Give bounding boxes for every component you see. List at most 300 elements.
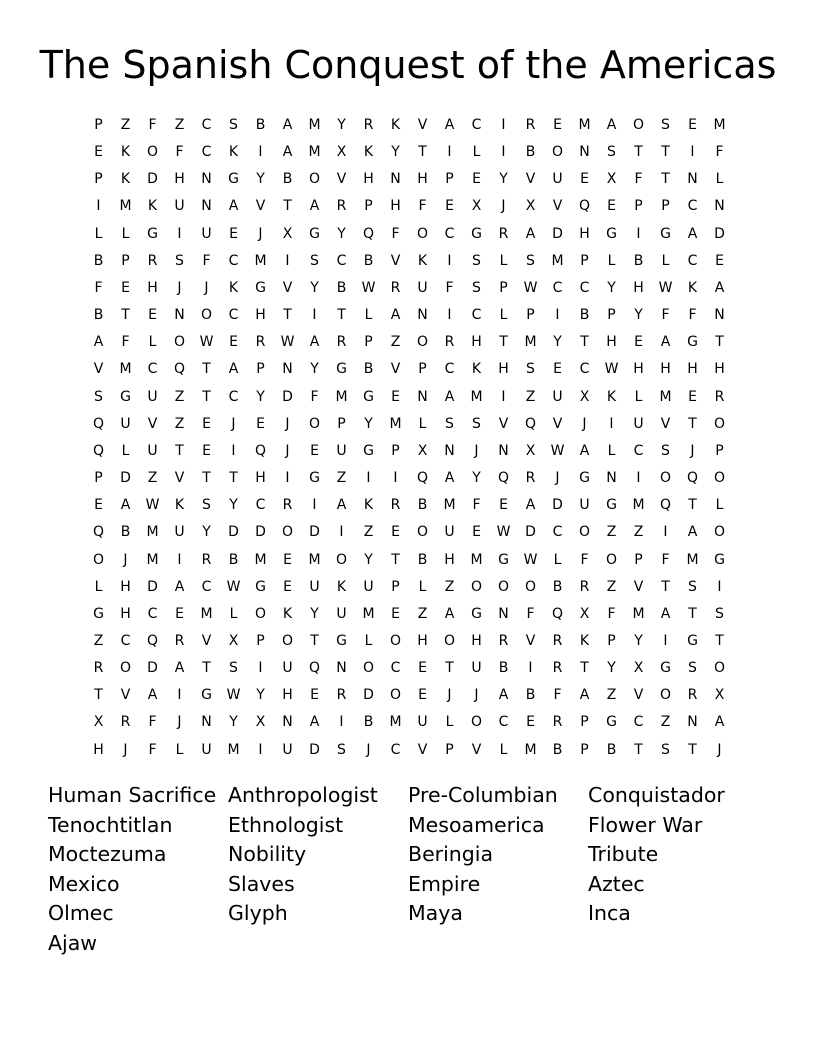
grid-letter: H (471, 632, 482, 649)
grid-letter: F (580, 551, 589, 568)
grid-row (85, 302, 733, 329)
grid-letter: R (498, 632, 509, 649)
grid-letter: T (337, 307, 346, 324)
grid-letter: R (687, 687, 698, 704)
grid-letter: B (363, 361, 374, 378)
grid-letter: I (177, 225, 182, 242)
grid-letter: M (389, 714, 402, 731)
grid-letter: H (417, 171, 428, 188)
grid-letter: T (445, 660, 454, 677)
grid-letter: H (93, 741, 104, 758)
grid-letter: W (550, 442, 565, 459)
grid-letter: L (607, 252, 616, 269)
grid-letter: K (120, 144, 131, 161)
grid-letter: B (633, 252, 644, 269)
grid-letter: Z (93, 632, 104, 649)
grid-letter: O (416, 334, 429, 351)
grid-letter: I (447, 307, 452, 324)
grid-letter: O (443, 632, 456, 649)
grid-letter: S (202, 497, 211, 514)
grid-letter: I (663, 524, 668, 541)
grid-letter: B (525, 144, 536, 161)
grid-letter: E (391, 524, 400, 541)
grid-letter: K (579, 632, 590, 649)
grid-letter: P (580, 741, 589, 758)
grid-letter: O (173, 334, 186, 351)
grid-letter: X (714, 687, 725, 704)
grid-letter: V (174, 470, 185, 487)
grid-letter: A (93, 334, 104, 351)
grid-letter: J (285, 415, 290, 432)
grid-letter: R (552, 632, 563, 649)
grid-letter: T (202, 388, 211, 405)
grid-letter: P (499, 279, 508, 296)
grid-letter: B (606, 741, 617, 758)
grid-letter: E (553, 361, 562, 378)
grid-letter: O (551, 144, 564, 161)
grid-letter: P (391, 442, 400, 459)
grid-letter: R (93, 660, 104, 677)
grid-letter: O (416, 225, 429, 242)
grid-letter: Y (229, 714, 238, 731)
grid-letter: C (228, 252, 239, 269)
grid-letter: B (120, 524, 131, 541)
grid-letter: P (256, 632, 265, 649)
grid-letter: E (310, 687, 319, 704)
grid-letter: P (661, 198, 670, 215)
grid-letter: F (148, 714, 157, 731)
grid-letter: F (175, 144, 184, 161)
grid-letter: C (471, 307, 482, 324)
grid-letter: J (582, 415, 587, 432)
grid-letter: P (607, 632, 616, 649)
grid-letter: X (93, 714, 104, 731)
grid-letter: L (121, 442, 130, 459)
word-list-item: Olmec (48, 901, 114, 926)
grid-letter: L (364, 307, 373, 324)
grid-letter: H (660, 361, 671, 378)
grid-letter: J (123, 741, 128, 758)
grid-letter: R (525, 470, 536, 487)
word-list-item: Moctezuma (48, 842, 167, 867)
grid-row (85, 166, 733, 193)
grid-letter: N (417, 307, 428, 324)
grid-letter: X (282, 225, 293, 242)
grid-letter: U (552, 388, 563, 405)
grid-letter: D (147, 171, 158, 188)
grid-letter: N (498, 605, 509, 622)
grid-row (85, 193, 733, 220)
grid-letter: C (147, 605, 158, 622)
grid-letter: U (282, 660, 293, 677)
grid-letter: S (526, 361, 535, 378)
word-list-item: Nobility (228, 842, 307, 867)
grid-letter: M (470, 551, 483, 568)
grid-letter: Z (633, 524, 644, 541)
grid-letter: O (281, 524, 294, 541)
grid-letter: O (713, 660, 726, 677)
grid-letter: P (445, 741, 454, 758)
grid-letter: L (661, 252, 670, 269)
grid-letter: A (444, 388, 455, 405)
grid-letter: M (659, 388, 672, 405)
grid-letter: W (145, 497, 160, 514)
grid-letter: D (282, 388, 293, 405)
grid-letter: Q (146, 632, 159, 649)
grid-letter: M (362, 605, 375, 622)
grid-letter: Q (659, 497, 672, 514)
grid-letter: J (177, 714, 182, 731)
grid-letter: T (283, 307, 292, 324)
grid-letter: B (552, 578, 563, 595)
grid-letter: Y (310, 279, 319, 296)
grid-letter: C (444, 361, 455, 378)
grid-letter: F (526, 605, 535, 622)
grid-row (85, 547, 733, 574)
grid-letter: X (579, 605, 590, 622)
grid-letter: K (282, 605, 293, 622)
grid-letter: G (255, 578, 266, 595)
grid-letter: Q (308, 660, 321, 677)
grid-letter: R (147, 252, 158, 269)
grid-letter: L (499, 252, 508, 269)
grid-letter: N (498, 442, 509, 459)
grid-letter: I (447, 252, 452, 269)
grid-letter: Y (337, 117, 346, 133)
grid-letter: M (119, 361, 132, 378)
grid-letter: B (417, 497, 428, 514)
grid-letter: S (661, 442, 670, 459)
grid-letter: M (335, 388, 348, 405)
grid-letter: A (120, 497, 131, 514)
grid-letter: W (496, 524, 511, 541)
grid-letter: C (201, 117, 212, 133)
grid-letter: B (93, 307, 104, 324)
grid-letter: L (121, 225, 130, 242)
grid-letter: R (579, 578, 590, 595)
grid-letter: M (389, 415, 402, 432)
grid-letter: Q (686, 470, 699, 487)
grid-letter: Q (578, 198, 591, 215)
grid-letter: R (363, 117, 374, 133)
grid-letter: W (604, 361, 619, 378)
grid-letter: M (308, 551, 321, 568)
grid-letter: K (147, 198, 158, 215)
grid-letter: A (714, 714, 725, 731)
grid-letter: U (174, 524, 185, 541)
grid-letter: F (148, 117, 157, 133)
grid-letter: M (146, 524, 159, 541)
grid-letter: M (632, 497, 645, 514)
grid-letter: W (226, 687, 241, 704)
grid-letter: E (256, 415, 265, 432)
grid-letter: N (417, 388, 428, 405)
grid-letter: Y (364, 415, 373, 432)
grid-letter: C (201, 144, 212, 161)
grid-letter: G (687, 632, 698, 649)
grid-letter: D (552, 497, 563, 514)
grid-letter: N (201, 198, 212, 215)
grid-letter: B (363, 714, 374, 731)
grid-row (85, 275, 733, 302)
grid-letter: A (525, 225, 536, 242)
grid-row (85, 329, 733, 356)
grid-letter: Q (92, 442, 105, 459)
grid-letter: E (202, 442, 211, 459)
grid-letter: C (120, 632, 131, 649)
grid-letter: R (525, 117, 536, 133)
grid-letter: C (579, 361, 590, 378)
grid-letter: J (501, 198, 506, 215)
grid-letter: H (687, 361, 698, 378)
grid-letter: U (579, 497, 590, 514)
grid-letter: T (634, 741, 643, 758)
grid-row (85, 492, 733, 519)
grid-letter: P (364, 198, 373, 215)
grid-letter: O (659, 687, 672, 704)
word-list-item: Maya (408, 901, 463, 926)
grid-letter: Y (256, 687, 265, 704)
grid-letter: O (389, 632, 402, 649)
grid-letter: T (580, 334, 589, 351)
grid-letter: J (258, 225, 263, 242)
grid-letter: J (285, 442, 290, 459)
grid-letter: I (528, 660, 533, 677)
grid-letter: L (418, 415, 427, 432)
grid-letter: C (255, 497, 266, 514)
grid-letter: O (659, 470, 672, 487)
grid-letter: I (501, 388, 506, 405)
grid-letter: L (175, 741, 184, 758)
grid-letter: U (417, 279, 428, 296)
grid-letter: A (282, 117, 293, 133)
grid-letter: E (526, 714, 535, 731)
grid-letter: S (688, 578, 697, 595)
grid-letter: M (200, 605, 213, 622)
grid-letter: I (636, 470, 641, 487)
grid-letter: J (717, 741, 722, 758)
grid-letter: M (227, 741, 240, 758)
word-list-item: Aztec (588, 871, 645, 896)
grid-letter: C (336, 252, 347, 269)
grid-row (85, 682, 733, 709)
grid-letter: G (471, 605, 482, 622)
grid-letter: I (258, 144, 263, 161)
grid-letter: F (310, 388, 319, 405)
grid-letter: G (660, 225, 671, 242)
grid-letter: G (201, 687, 212, 704)
grid-letter: P (445, 171, 454, 188)
grid-letter: X (417, 442, 428, 459)
grid-letter: R (201, 551, 212, 568)
grid-letter: G (498, 551, 509, 568)
grid-letter: N (282, 361, 293, 378)
grid-letter: R (120, 714, 131, 731)
grid-letter: B (228, 551, 239, 568)
grid-letter: T (661, 578, 670, 595)
grid-letter: P (94, 117, 103, 133)
grid-letter: O (632, 117, 645, 133)
grid-letter: H (147, 279, 158, 296)
grid-letter: Y (310, 605, 319, 622)
letter-grid (85, 112, 733, 764)
grid-letter: Y (364, 551, 373, 568)
word-list-item: Mexico (48, 871, 120, 896)
grid-letter: S (175, 252, 184, 269)
grid-letter: V (417, 741, 428, 758)
grid-letter: O (416, 524, 429, 541)
word-list-item: Empire (408, 871, 481, 896)
grid-letter: U (417, 714, 428, 731)
grid-letter: T (580, 660, 589, 677)
grid-letter: O (119, 660, 132, 677)
grid-letter: E (580, 171, 589, 188)
grid-letter: L (364, 632, 373, 649)
grid-letter: F (661, 307, 670, 324)
grid-letter: N (606, 470, 617, 487)
grid-letter: K (336, 578, 347, 595)
grid-letter: Z (174, 415, 185, 432)
grid-letter: T (202, 470, 211, 487)
grid-letter: G (336, 632, 347, 649)
grid-letter: S (715, 605, 724, 622)
grid-row (85, 438, 733, 465)
word-list-item: Beringia (408, 842, 494, 867)
grid-letter: E (283, 578, 292, 595)
grid-letter: C (228, 307, 239, 324)
word-list-item: Tenochtitlan (48, 812, 173, 837)
grid-row (85, 221, 733, 248)
grid-letter: P (337, 415, 346, 432)
grid-letter: Q (173, 361, 186, 378)
grid-letter: O (578, 524, 591, 541)
grid-letter: Z (660, 714, 671, 731)
grid-letter: L (715, 171, 724, 188)
grid-letter: R (336, 334, 347, 351)
grid-letter: A (444, 470, 455, 487)
grid-letter: L (418, 578, 427, 595)
grid-letter: U (444, 524, 455, 541)
grid-letter: A (606, 117, 617, 133)
grid-letter: E (445, 198, 454, 215)
grid-letter: J (177, 279, 182, 296)
grid-letter: G (471, 225, 482, 242)
grid-letter: S (472, 279, 481, 296)
grid-letter: N (579, 144, 590, 161)
grid-letter: J (204, 279, 209, 296)
grid-letter: P (580, 252, 589, 269)
grid-letter: H (255, 470, 266, 487)
grid-letter: E (472, 171, 481, 188)
grid-letter: L (499, 741, 508, 758)
grid-letter: O (389, 687, 402, 704)
grid-letter: C (579, 279, 590, 296)
grid-letter: T (634, 144, 643, 161)
grid-letter: B (552, 741, 563, 758)
grid-letter: C (687, 252, 698, 269)
grid-letter: E (391, 605, 400, 622)
grid-letter: K (228, 279, 239, 296)
grid-letter: A (228, 198, 239, 215)
grid-letter: A (444, 605, 455, 622)
grid-letter: L (634, 388, 643, 405)
grid-letter: C (228, 388, 239, 405)
grid-letter: H (390, 198, 401, 215)
grid-letter: Y (634, 632, 643, 649)
grid-letter: E (202, 415, 211, 432)
grid-letter: Z (417, 605, 428, 622)
grid-letter: U (336, 605, 347, 622)
grid-letter: M (308, 117, 321, 133)
grid-letter: G (660, 660, 671, 677)
grid-letter: N (336, 660, 347, 677)
grid-letter: V (120, 687, 131, 704)
word-list-item: Ethnologist (228, 812, 344, 837)
grid-letter: R (282, 497, 293, 514)
grid-letter: M (308, 144, 321, 161)
grid-letter: V (417, 117, 428, 133)
grid-letter: D (255, 524, 266, 541)
grid-letter: K (363, 497, 374, 514)
grid-letter: A (714, 279, 725, 296)
grid-letter: I (258, 741, 263, 758)
grid-letter: B (282, 171, 293, 188)
word-list-item: Human Sacrifice (48, 783, 217, 807)
grid-letter: F (553, 687, 562, 704)
grid-letter: W (523, 279, 538, 296)
grid-letter: V (147, 415, 158, 432)
grid-letter: O (713, 524, 726, 541)
grid-letter: F (148, 741, 157, 758)
grid-row (85, 601, 733, 628)
grid-letter: P (256, 361, 265, 378)
grid-letter: I (366, 470, 371, 487)
grid-letter: D (147, 578, 158, 595)
word-list-item: Slaves (228, 871, 295, 896)
grid-letter: J (366, 741, 371, 758)
grid-letter: Y (499, 171, 508, 188)
grid-letter: V (633, 578, 644, 595)
grid-letter: N (687, 714, 698, 731)
grid-row (85, 709, 733, 736)
grid-letter: Z (363, 524, 374, 541)
grid-letter: Z (147, 470, 158, 487)
grid-letter: H (606, 334, 617, 351)
grid-row (85, 628, 733, 655)
grid-letter: H (417, 632, 428, 649)
grid-letter: I (717, 578, 722, 595)
grid-letter: H (633, 279, 644, 296)
grid-letter: H (120, 578, 131, 595)
grid-letter: D (714, 225, 725, 242)
grid-letter: F (715, 144, 724, 161)
grid-letter: V (390, 252, 401, 269)
grid-letter: M (254, 551, 267, 568)
grid-letter: H (498, 361, 509, 378)
grid-letter: G (606, 714, 617, 731)
grid-letter: T (688, 415, 697, 432)
grid-letter: U (363, 578, 374, 595)
grid-letter: J (231, 415, 236, 432)
grid-letter: D (147, 660, 158, 677)
grid-letter: W (280, 334, 295, 351)
grid-row (85, 411, 733, 438)
grid-letter: E (148, 307, 157, 324)
grid-letter: Y (391, 144, 400, 161)
grid-letter: U (147, 442, 158, 459)
grid-letter: E (310, 442, 319, 459)
grid-letter: U (336, 442, 347, 459)
